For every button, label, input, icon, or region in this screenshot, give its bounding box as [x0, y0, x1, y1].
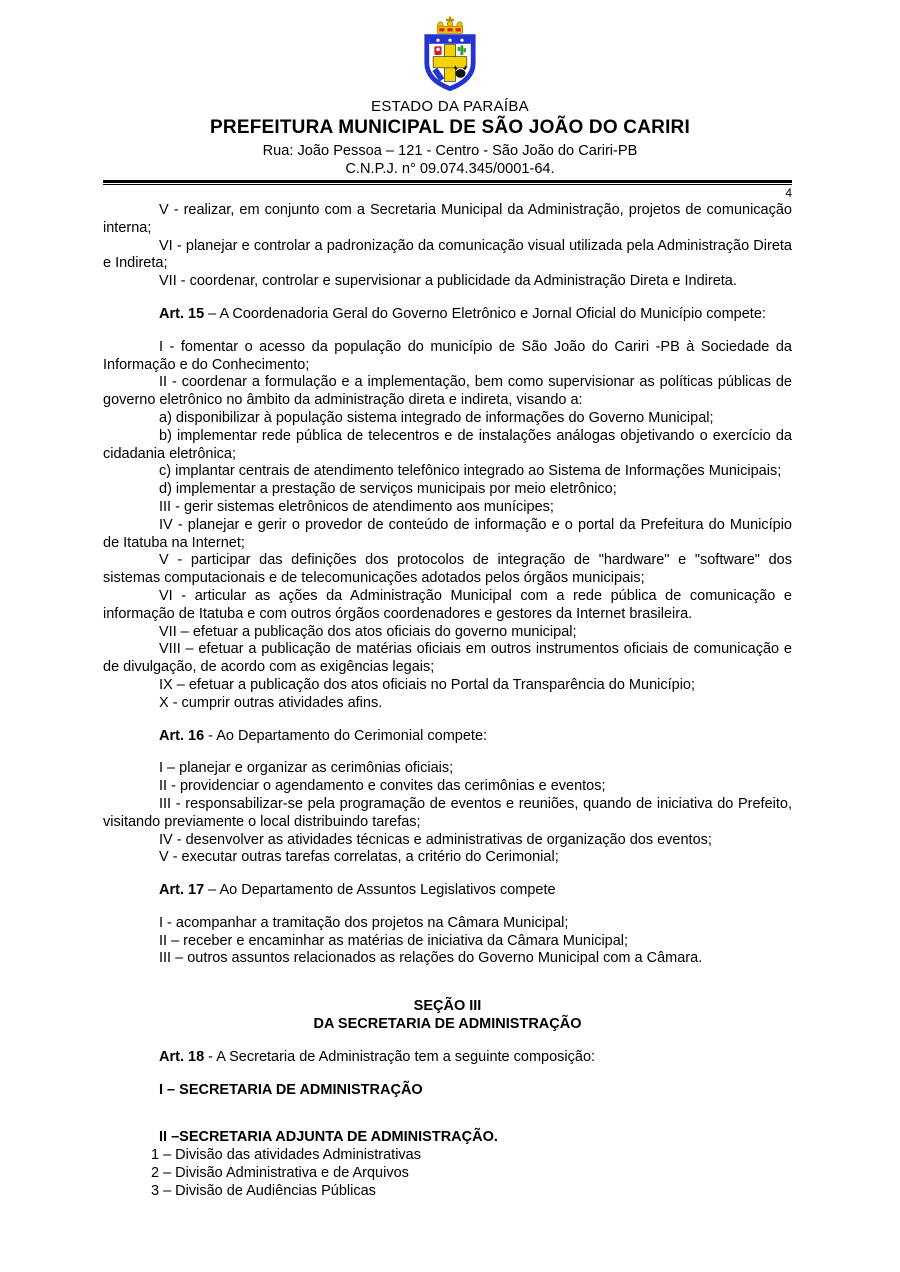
heading-secretaria-administracao: I – SECRETARIA DE ADMINISTRAÇÃO	[159, 1081, 423, 1098]
para-art16-item-i: I – planejar e organizar as cerimônias oficiais;	[159, 760, 454, 777]
para-art15-item-vi: VI - articular as ações da Administração Municipal com a rede pública de comunicação e informação de Itatuba e com outros órgãos coordenadores e gestores da Internet brasileira.	[103, 587, 792, 622]
header-state-name: ESTADO DA PARAÍBA	[371, 98, 529, 115]
para-item-vii: VII - coordenar, controlar e supervisionar a publicidade da Administração Direta e Indireta.	[159, 273, 737, 290]
para-art-16	[103, 728, 792, 746]
para-art15-item-viii: VIII – efetuar a publicação de matérias oficiais em outros instrumentos oficiais de comunicação e de divulgação, de acordo com as exigências legais;	[103, 641, 792, 676]
para-art-18	[103, 1049, 792, 1067]
para-art-17	[103, 882, 792, 900]
para-art15-item-v: V - participar das definições dos protocolos de integração de "hardware" e "software" dos sistemas computacionais e de telecomunicações adotados pelos órgãos municipais;	[103, 552, 792, 587]
para-art-15	[103, 306, 792, 324]
para-item-vi: VI - planejar e controlar a padronização da comunicação visual utilizada pela Administração Direta e Indireta;	[103, 237, 792, 272]
article-16-number: Art. 16	[159, 727, 205, 744]
para-art16-item-iv: IV - desenvolver as atividades técnicas e administrativas de organização dos eventos;	[159, 831, 712, 848]
list-item-1: 1 – Divisão das atividades Administrativas	[151, 1147, 421, 1164]
page-number: 4	[785, 186, 792, 200]
article-15-number: Art. 15	[159, 305, 205, 322]
section-heading: SEÇÃO III	[413, 998, 482, 1015]
para-art16-item-ii: II - providenciar o agendamento e convites das cerimônias e eventos;	[159, 778, 606, 795]
header	[0, 0, 900, 95]
article-15-text: – A Coordenadoria Geral do Governo Eletrônico e Jornal Oficial do Município compete:	[204, 305, 766, 322]
para-art15-item-a: a) disponibilizar à população sistema integrado de informações do Governo Municipal;	[159, 409, 714, 426]
header-title: PREFEITURA MUNICIPAL DE SÃO JOÃO DO CARIRI	[210, 117, 690, 138]
para-art17-item-iii: III – outros assuntos relacionados as relações do Governo Municipal com a Câmara.	[159, 950, 703, 967]
header-cnpj: C.N.P.J. n° 09.074.345/0001-64.	[345, 161, 555, 177]
para-art16-item-v: V - executar outras tarefas correlatas, a critério do Cerimonial;	[159, 849, 559, 866]
para-art15-item-i: I - fomentar o acesso da população do município de São João do Cariri -PB à Sociedade da Informação e do Conhecimento;	[103, 338, 792, 373]
section-heading-subtitle: DA SECRETARIA DE ADMINISTRAÇÃO	[313, 1016, 582, 1033]
list-item-3: 3 – Divisão de Audiências Públicas	[151, 1182, 376, 1199]
article-18-number: Art. 18	[159, 1048, 205, 1065]
header-divider	[103, 180, 792, 185]
article-18-text: - A Secretaria de Administração tem a seguinte composição:	[204, 1048, 596, 1065]
para-art15-item-ii: II - coordenar a formulação e a implementação, bem como supervisionar as políticas públicas de governo eletrônico no âmbito da administração direta e indireta, visando a:	[103, 374, 792, 409]
para-art15-item-c: c) implantar centrais de atendimento telefônico integrado ao Sistema de Informações Municipais;	[159, 463, 782, 480]
para-art15-item-iv: IV - planejar e gerir o provedor de conteúdo de informação e o portal da Prefeitura do Município de Itatuba na Internet;	[103, 516, 792, 551]
para-art15-item-x: X - cumprir outras atividades afins.	[159, 694, 383, 711]
para-art15-item-ix: IX – efetuar a publicação dos atos oficiais no Portal da Transparência do Município;	[159, 676, 696, 693]
para-item-v: V - realizar, em conjunto com a Secretaria Municipal da Administração, projetos de comunicação interna;	[103, 202, 792, 236]
para-art15-item-iii: III - gerir sistemas eletrônicos de atendimento aos munícipes;	[159, 498, 554, 515]
para-art17-item-i: I - acompanhar a tramitação dos projetos na Câmara Municipal;	[159, 914, 569, 931]
para-art15-item-d: d) implementar a prestação de serviços municipais por meio eletrônico;	[159, 481, 617, 498]
article-17-number: Art. 17	[159, 882, 205, 899]
article-17-text: – Ao Departamento de Assuntos Legislativos compete	[204, 882, 556, 899]
para-art16-item-iii: III - responsabilizar-se pela programação de eventos e reuniões, quando de iniciativa do Prefeito, visitando previamente o local distribuindo tarefas;	[103, 795, 792, 830]
document-body	[103, 202, 792, 1201]
header-address: Rua: João Pessoa – 121 - Centro - São João do Cariri-PB	[262, 143, 638, 159]
municipal-crest-icon	[414, 15, 486, 95]
para-art15-item-b: b) implementar rede pública de telecentros e de instalações análogas objetivando o exercício da cidadania eletrônica;	[103, 427, 792, 462]
article-16-text: - Ao Departamento do Cerimonial compete:	[204, 727, 488, 744]
para-art15-item-vii: VII – efetuar a publicação dos atos oficiais do governo municipal;	[159, 623, 577, 640]
list-item-2: 2 – Divisão Administrativa e de Arquivos	[151, 1165, 409, 1182]
heading-secretaria-adjunta: II –SECRETARIA ADJUNTA DE ADMINISTRAÇÃO.	[159, 1129, 498, 1146]
para-art17-item-ii: II – receber e encaminhar as matérias de iniciativa da Câmara Municipal;	[159, 932, 629, 949]
